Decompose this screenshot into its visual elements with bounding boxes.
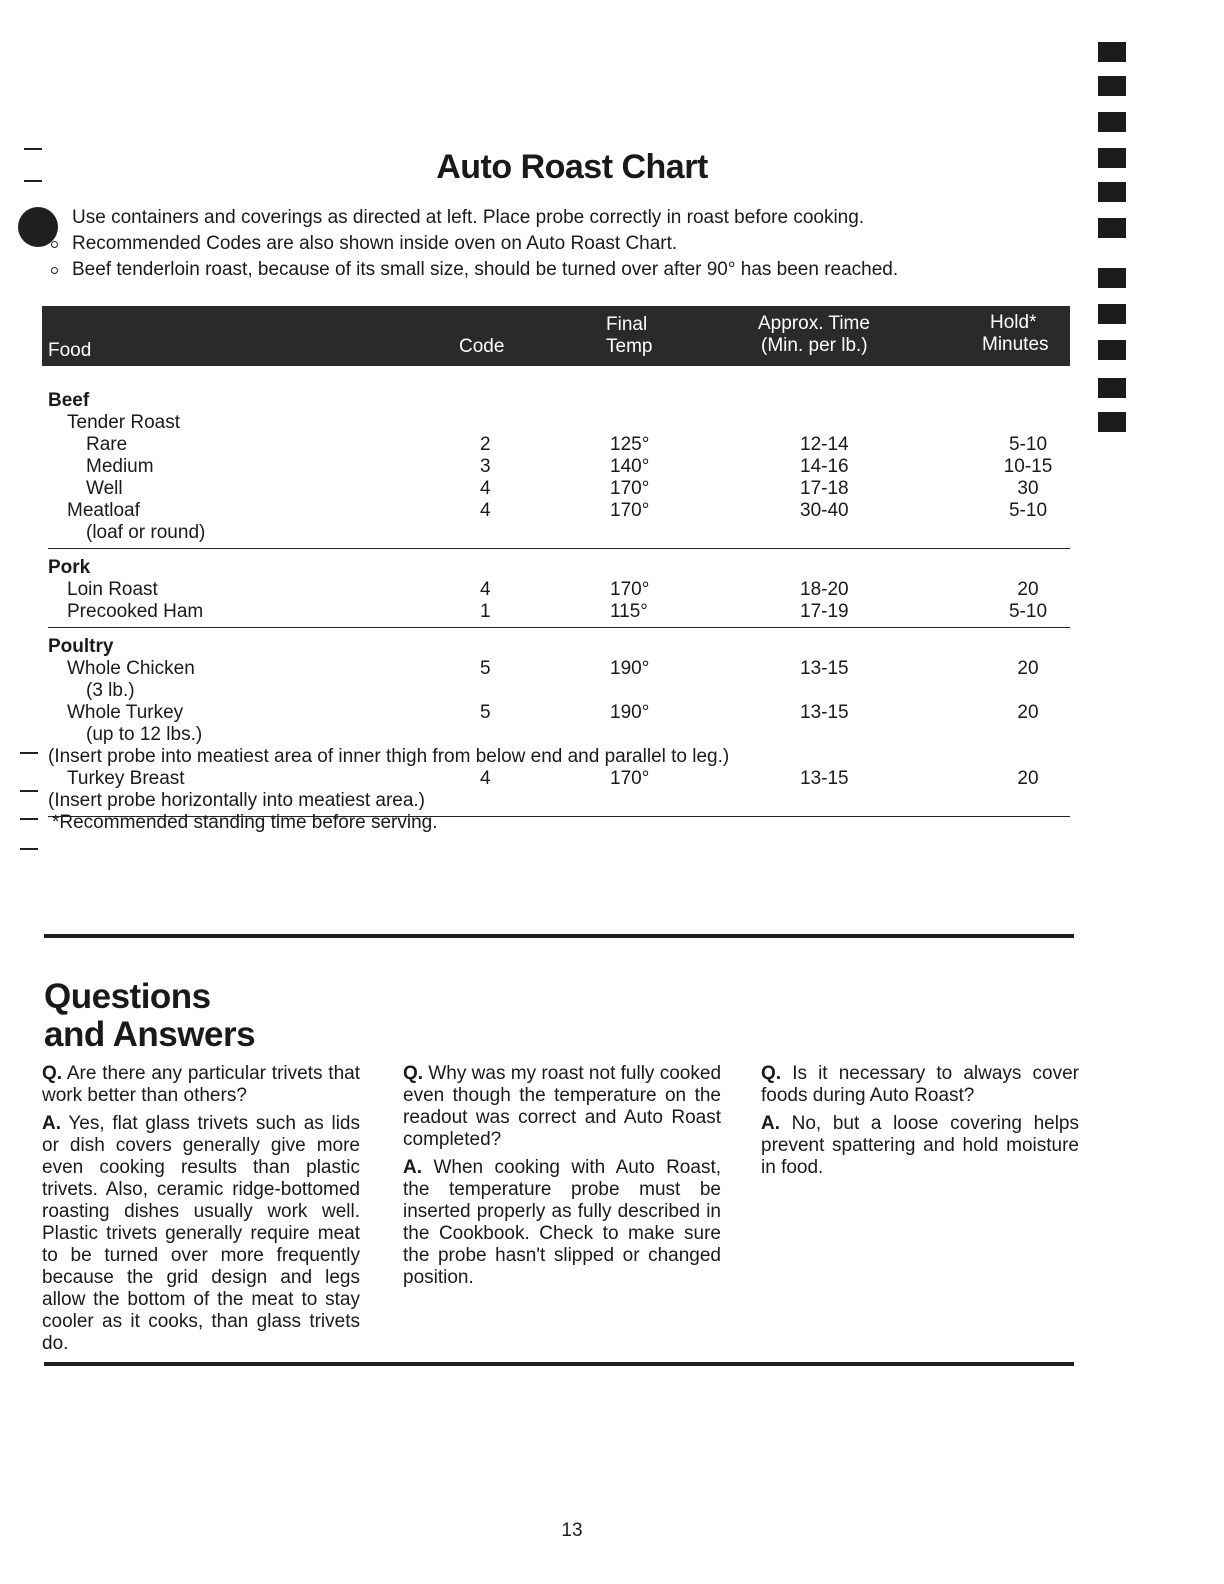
table-row: Loin Roast 4 170° 18-20 20 <box>67 579 1039 600</box>
margin-mark <box>20 752 38 754</box>
header-hold: Hold* <box>990 312 1037 333</box>
answer-text: Yes, flat glass trivets such as lids or dish covers generally give more even cooking results than plastic trivets. Also, ceramic ridge-bottomed roasting dishes usually work well. Plastic trivets generally require meat to be turned over more frequently because the grid design and legs allow the bottom of the meat to stay cooler as it cooks, than glass trivets do. <box>42 1113 361 1354</box>
header-final: Final <box>606 314 648 335</box>
table-row: Poultry <box>48 636 114 657</box>
table-row: (Insert probe into meatiest area of inner thigh from below end and parallel to leg.) <box>48 746 730 767</box>
table-row: (3 lb.) <box>86 680 135 701</box>
footnote: *Recommended standing time before serving. <box>52 812 438 833</box>
instructions-list <box>48 205 898 283</box>
question-text: Is it necessary to always cover foods during Auto Roast? <box>761 1063 1080 1106</box>
margin-mark <box>20 790 38 792</box>
qa-heading: Questions and Answers <box>44 977 256 1054</box>
instruction-item: Use containers and coverings as directed at left. Place probe correctly in roast before cooking. <box>72 207 865 228</box>
instruction-item: Recommended Codes are also shown inside oven on Auto Roast Chart. <box>48 231 898 257</box>
margin-mark <box>20 818 38 820</box>
answer-text: No, but a loose covering helps prevent spattering and hold moisture in food. <box>761 1113 1079 1178</box>
table-row: (Insert probe horizontally into meatiest area.) <box>48 790 426 811</box>
section-divider <box>48 548 1070 549</box>
table-row: Meatloaf 4 170° 30-40 5-10 <box>67 500 1048 521</box>
header-min-per-lb: (Min. per lb.) <box>761 335 868 356</box>
table-row: Well 4 170° 17-18 30 <box>86 478 1039 499</box>
table-row: Whole Chicken 5 190° 13-15 20 <box>67 658 1039 679</box>
page-number: 13 <box>561 1520 583 1541</box>
header-minutes: Minutes <box>982 334 1049 355</box>
answer-text: When cooking with Auto Roast, the temperature probe must be inserted properly as fully described in the Cookbook. Check to make sure the probe hasn't slipped or changed position. <box>403 1157 722 1288</box>
header-approx-time: Approx. Time <box>758 313 870 334</box>
bottom-separator <box>44 1362 1074 1366</box>
table-row: Medium 3 140° 14-16 10-15 <box>86 456 1053 477</box>
table-row: Rare 2 125° 12-14 5-10 <box>86 434 1048 455</box>
qa-column-1: Q. Are there any particular trivets that work better than others? A. Yes, flat glass trivets such as lids or dish covers generally give more even cooking results than plastic trivets. Also, ceramic ridge-bottomed roasting dishes usually work well. Plastic trivets generally require meat to be turned over more frequently because the grid design and legs allow the bottom of the meat to stay cooler as it cooks, than glass trivets do. <box>42 1063 361 1354</box>
header-food: Food <box>48 340 92 361</box>
page-title: Auto Roast Chart <box>436 148 708 186</box>
margin-mark <box>20 848 38 850</box>
question-text: Why was my roast not fully cooked even though the temperature on the readout was correct and Auto Roast completed? <box>403 1063 722 1150</box>
table-row: (loaf or round) <box>86 522 206 543</box>
table-row: Precooked Ham 1 115° 17-19 5-10 <box>67 601 1048 622</box>
instruction-item: Beef tenderloin roast, because of its small size, should be turned over after 90° has been reached. <box>48 257 898 283</box>
question-text: Are there any particular trivets that work better than others? <box>42 1063 360 1106</box>
section-divider <box>48 627 1070 628</box>
table-header <box>42 306 1070 366</box>
qa-column-2: Q. Why was my roast not fully cooked even though the temperature on the readout was correct and Auto Roast completed? A. When cooking with Auto Roast, the temperature probe must be inserted properly as fully described in the Cookbook. Check to make sure the probe hasn't slipped or changed position. <box>403 1063 722 1288</box>
section-separator <box>44 934 1074 938</box>
roast-table <box>48 390 1070 825</box>
table-row: Whole Turkey 5 190° 13-15 20 <box>67 702 1039 723</box>
qa-column-3: Q. Is it necessary to always cover foods during Auto Roast? A. No, but a loose covering helps prevent spattering and hold moisture in food. <box>761 1063 1080 1178</box>
header-temp: Temp <box>606 336 653 357</box>
table-row: Tender Roast <box>67 412 181 433</box>
table-row: (up to 12 lbs.) <box>86 724 203 745</box>
table-row: Pork <box>48 557 91 578</box>
table-row: Beef <box>48 390 90 411</box>
edge-tab-strip <box>1098 40 1128 450</box>
header-code: Code <box>459 336 505 357</box>
table-row: Turkey Breast 4 170° 13-15 20 <box>67 768 1039 789</box>
